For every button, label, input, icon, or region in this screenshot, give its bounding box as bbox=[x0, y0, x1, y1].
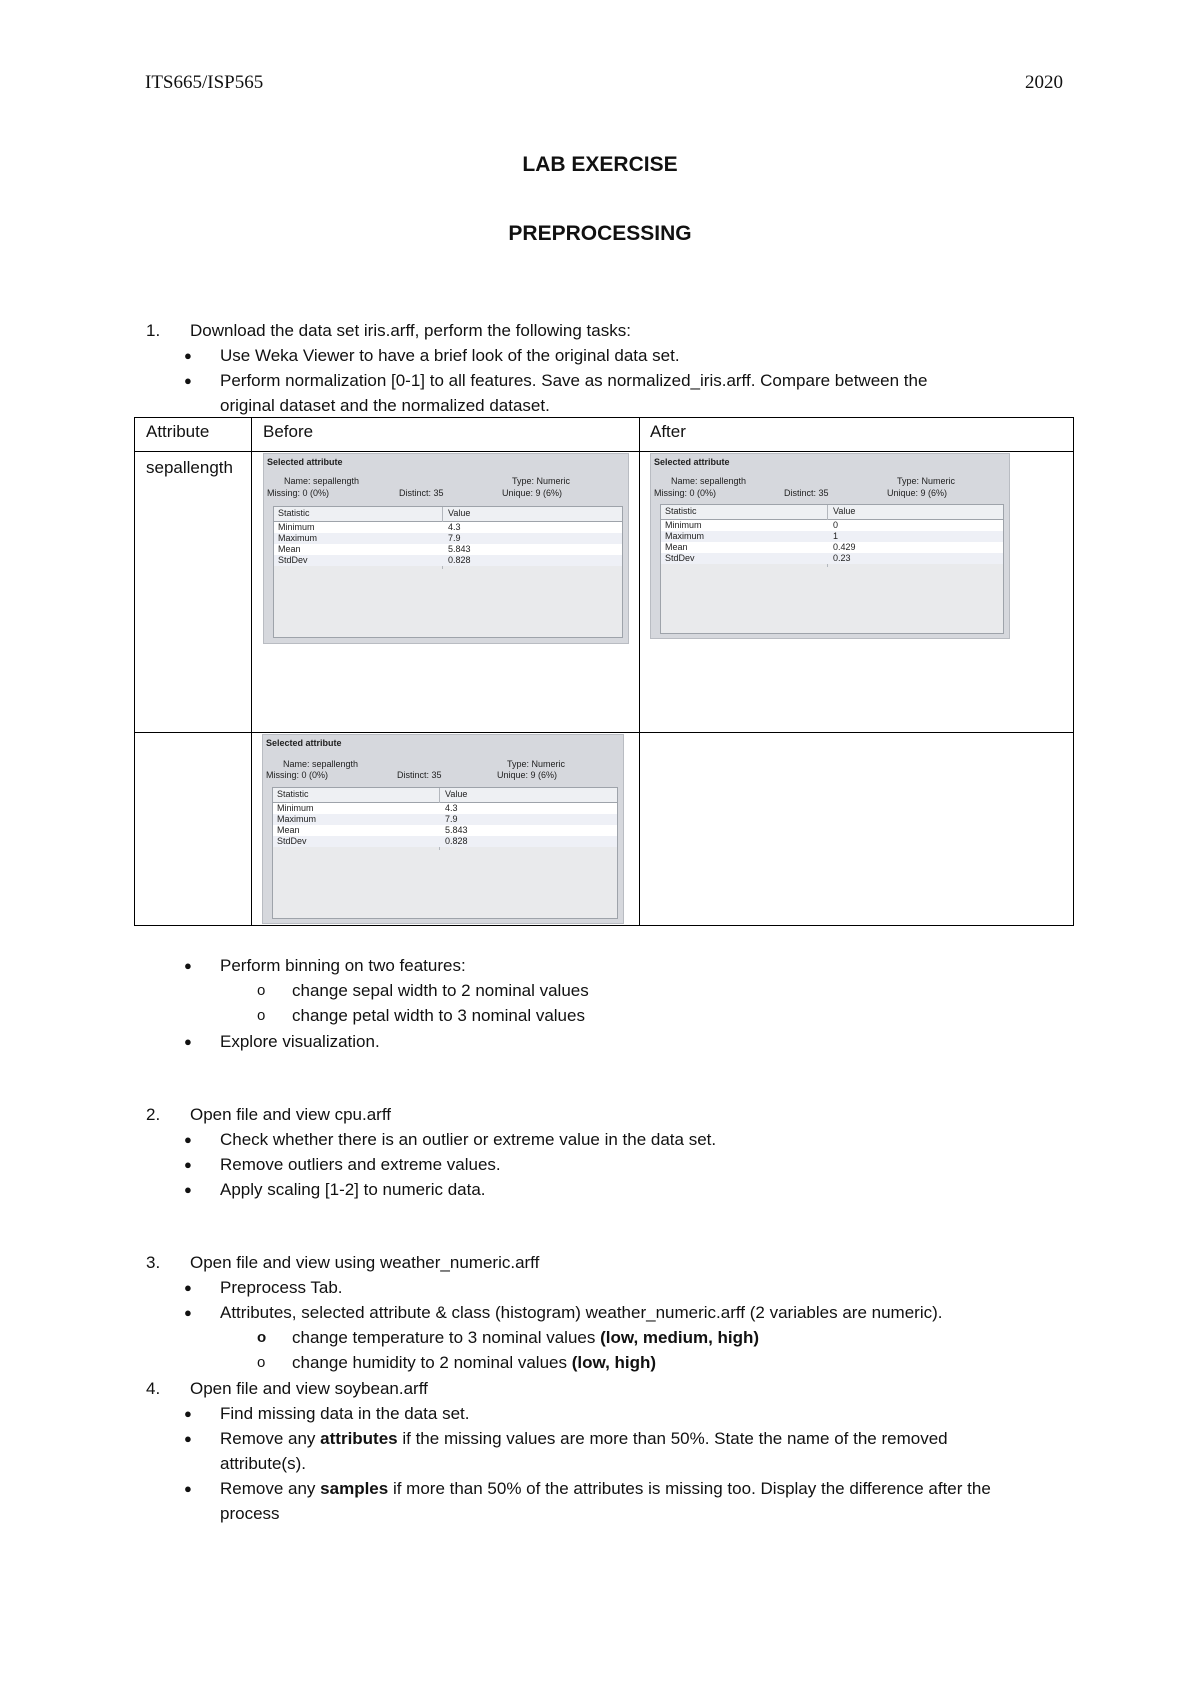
stat-name: Maximum bbox=[278, 533, 318, 543]
binning-bullet-1: Perform binning on two features: bbox=[220, 956, 466, 975]
statistics-table bbox=[660, 504, 1004, 634]
col-statistic: Statistic bbox=[278, 508, 310, 518]
weka-before-panel bbox=[263, 453, 629, 644]
statistics-table bbox=[272, 787, 618, 919]
q4-bullet-3-line-1: Remove any samples if more than 50% of the attributes is missing too. Display the difference after the bbox=[220, 1479, 991, 1498]
binning-bullet-2: Explore visualization. bbox=[220, 1032, 380, 1051]
attr-name: Name: sepallength bbox=[284, 476, 360, 486]
stat-name: StdDev bbox=[277, 836, 307, 846]
header-after: After bbox=[650, 422, 686, 441]
q1-number: 1. bbox=[146, 321, 161, 340]
bullet-icon: ● bbox=[184, 1305, 192, 1320]
col-statistic: Statistic bbox=[665, 506, 697, 516]
panel-title: Selected attribute bbox=[266, 738, 342, 748]
attr-name: Name: sepallength bbox=[283, 759, 359, 769]
stat-value: 5.843 bbox=[445, 825, 468, 835]
stat-name: Minimum bbox=[277, 803, 314, 813]
page-title: LAB EXERCISE bbox=[522, 153, 678, 176]
course-code: ITS665/ISP565 bbox=[145, 72, 264, 93]
sub-bullet-icon: o bbox=[257, 1354, 266, 1371]
attr-missing: Missing: 0 (0%) bbox=[266, 770, 329, 780]
stat-name: StdDev bbox=[665, 553, 695, 563]
q4-number: 4. bbox=[146, 1379, 161, 1398]
attr-distinct: Distinct: 35 bbox=[397, 770, 442, 780]
stat-value: 7.9 bbox=[448, 533, 461, 543]
attr-type: Type: Numeric bbox=[512, 476, 571, 486]
stat-value: 7.9 bbox=[445, 814, 458, 824]
stat-name: Maximum bbox=[277, 814, 317, 824]
q1-bullet-2-line-1: Perform normalization [0-1] to all features. Save as normalized_iris.arff. Compare between the bbox=[220, 371, 928, 390]
stat-value: 5.843 bbox=[448, 544, 471, 554]
binning-sub-1: change sepal width to 2 nominal values bbox=[292, 981, 589, 1000]
stat-value: 0.828 bbox=[448, 555, 471, 565]
col-value: Value bbox=[448, 508, 471, 518]
bullet-icon: ● bbox=[184, 348, 192, 363]
attr-unique: Unique: 9 (6%) bbox=[502, 488, 563, 498]
col-statistic: Statistic bbox=[277, 789, 309, 799]
bullet-icon: ● bbox=[184, 1406, 192, 1421]
q2-bullet-2: Remove outliers and extreme values. bbox=[220, 1155, 501, 1174]
bullet-icon: ● bbox=[184, 1034, 192, 1049]
attr-missing: Missing: 0 (0%) bbox=[267, 488, 330, 498]
page-subtitle: PREPROCESSING bbox=[508, 222, 692, 245]
q4-bullet-3-line-2: process bbox=[220, 1504, 280, 1523]
bullet-icon: ● bbox=[184, 1132, 192, 1147]
sub-bullet-icon: o bbox=[257, 1007, 266, 1024]
stat-name: StdDev bbox=[278, 555, 308, 565]
q1-bullet-2-line-2: original dataset and the normalized dataset. bbox=[220, 396, 550, 415]
bullet-icon: ● bbox=[184, 1481, 192, 1496]
stat-name: Maximum bbox=[665, 531, 705, 541]
bullet-icon: ● bbox=[184, 1182, 192, 1197]
q4-bullet-2-line-1: Remove any attributes if the missing values are more than 50%. State the name of the removed bbox=[220, 1429, 948, 1448]
q1-bullet-1: Use Weka Viewer to have a brief look of the original data set. bbox=[220, 346, 680, 365]
attr-missing: Missing: 0 (0%) bbox=[654, 488, 717, 498]
q2-bullet-1: Check whether there is an outlier or extreme value in the data set. bbox=[220, 1130, 717, 1149]
header-attribute: Attribute bbox=[146, 422, 210, 441]
q3-sub-1: change temperature to 3 nominal values (low, medium, high) bbox=[292, 1328, 760, 1347]
stat-value: 4.3 bbox=[448, 522, 461, 532]
weka-after-panel bbox=[650, 453, 1010, 639]
year: 2020 bbox=[1025, 72, 1063, 93]
q3-number: 3. bbox=[146, 1253, 161, 1272]
q3-bullet-1: Preprocess Tab. bbox=[220, 1278, 343, 1297]
row-attribute-sepallength: sepallength bbox=[146, 458, 233, 477]
q4-bullet-2-line-2: attribute(s). bbox=[220, 1454, 306, 1473]
stat-name: Minimum bbox=[278, 522, 315, 532]
stat-value: 4.3 bbox=[445, 803, 458, 813]
comparison-table bbox=[134, 417, 1074, 926]
bullet-icon: ● bbox=[184, 1157, 192, 1172]
stat-name: Mean bbox=[278, 544, 301, 554]
attr-distinct: Distinct: 35 bbox=[399, 488, 444, 498]
q4-bullet-1: Find missing data in the data set. bbox=[220, 1404, 470, 1423]
q2-text: Open file and view cpu.arff bbox=[190, 1105, 391, 1124]
bullet-icon: ● bbox=[184, 373, 192, 388]
q3-bullet-2: Attributes, selected attribute & class (histogram) weather_numeric.arff (2 variables are numeric). bbox=[220, 1303, 943, 1322]
q2-bullet-3: Apply scaling [1-2] to numeric data. bbox=[220, 1180, 486, 1199]
col-value: Value bbox=[445, 789, 468, 799]
statistics-table bbox=[273, 506, 623, 638]
stat-value: 0 bbox=[833, 520, 839, 530]
q4-text: Open file and view soybean.arff bbox=[190, 1379, 428, 1398]
attr-distinct: Distinct: 35 bbox=[784, 488, 829, 498]
attr-unique: Unique: 9 (6%) bbox=[497, 770, 558, 780]
sub-bullet-icon: o bbox=[257, 982, 266, 999]
stat-value: 0.429 bbox=[833, 542, 856, 552]
col-value: Value bbox=[833, 506, 856, 516]
bullet-icon: ● bbox=[184, 1280, 192, 1295]
stat-name: Mean bbox=[665, 542, 688, 552]
stat-name: Mean bbox=[277, 825, 300, 835]
stat-name: Minimum bbox=[665, 520, 702, 530]
q2-number: 2. bbox=[146, 1105, 161, 1124]
stat-value: 1 bbox=[833, 531, 839, 541]
header-before: Before bbox=[263, 422, 314, 441]
bullet-icon: ● bbox=[184, 958, 192, 973]
weka-row2-panel bbox=[262, 734, 624, 924]
stat-value: 0.23 bbox=[833, 553, 851, 563]
q1-text: Download the data set iris.arff, perform the following tasks: bbox=[190, 321, 631, 340]
attr-type: Type: Numeric bbox=[507, 759, 566, 769]
bullet-icon: ● bbox=[184, 1431, 192, 1446]
attr-unique: Unique: 9 (6%) bbox=[887, 488, 948, 498]
q3-sub-2: change humidity to 2 nominal values (low, high) bbox=[292, 1353, 657, 1372]
attr-type: Type: Numeric bbox=[897, 476, 956, 486]
panel-title: Selected attribute bbox=[267, 457, 343, 467]
binning-sub-2: change petal width to 3 nominal values bbox=[292, 1006, 585, 1025]
panel-title: Selected attribute bbox=[654, 457, 730, 467]
stat-value: 0.828 bbox=[445, 836, 468, 846]
q3-text: Open file and view using weather_numeric.arff bbox=[190, 1253, 540, 1272]
sub-bullet-icon: o bbox=[257, 1329, 267, 1346]
attr-name: Name: sepallength bbox=[671, 476, 747, 486]
